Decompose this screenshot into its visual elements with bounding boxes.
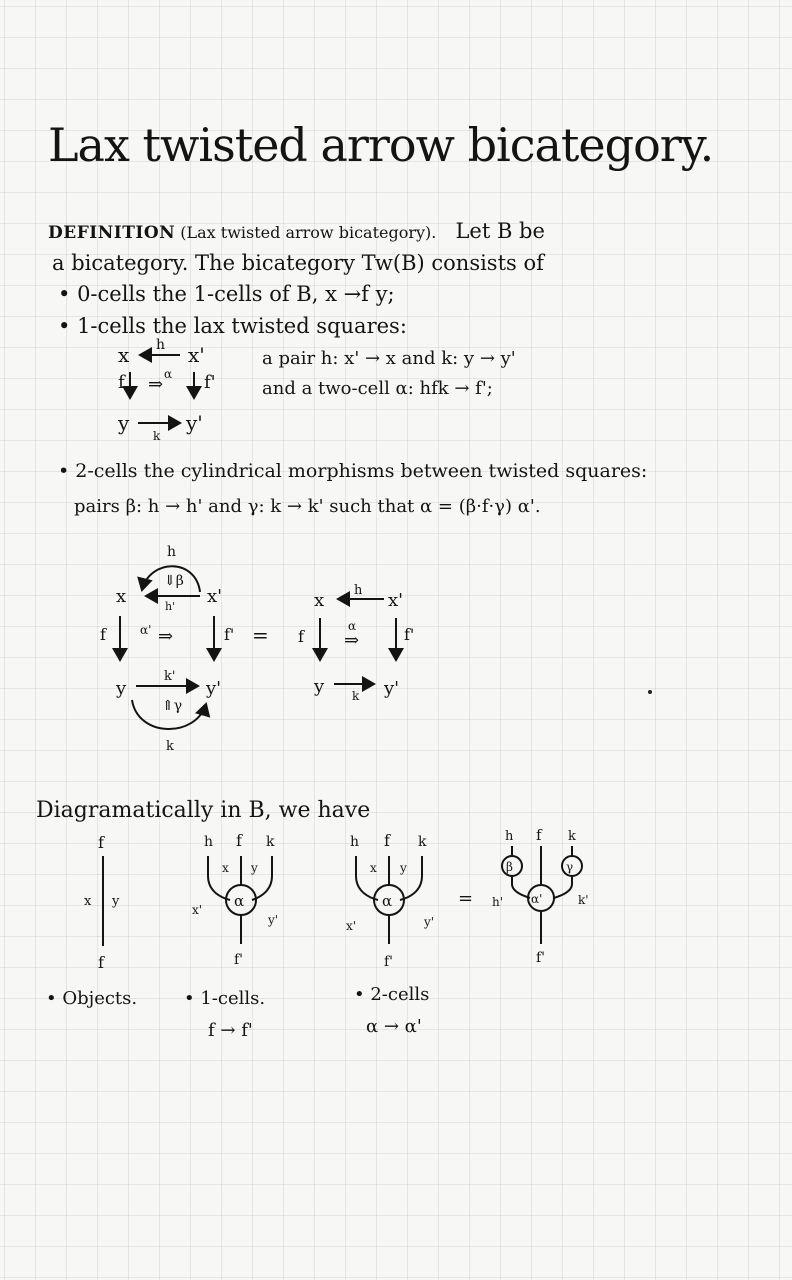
bullet-2cells: • 2-cells the cylindrical morphisms between twisted squares: — [58, 460, 648, 482]
square-yp: y' — [186, 411, 203, 435]
square-k: k — [153, 429, 161, 443]
cyl-beta: ⇓β — [164, 573, 184, 589]
bullet-0cells-text: 0-cells the 1-cells of B, x →f y; — [77, 282, 395, 306]
cyl-r-xp: x' — [388, 590, 404, 611]
c1-f: f — [236, 831, 242, 850]
c2-xp: x' — [346, 919, 357, 933]
cyl-fp: f' — [224, 625, 235, 644]
c3-kp-string — [554, 876, 572, 898]
cyl-r-fp: f' — [404, 625, 415, 644]
c2-f: f — [384, 831, 390, 850]
cyl-xp: x' — [207, 586, 223, 607]
square-xp: x' — [188, 343, 205, 367]
definition-paren: (Lax twisted arrow bicategory). — [180, 223, 437, 242]
definition-label: DEFINITION — [48, 223, 176, 243]
square-f: f — [118, 372, 125, 393]
bullet-1cells-text: 1-cells the lax twisted squares: — [77, 314, 407, 338]
obj-f-bottom: f — [98, 953, 104, 972]
twocell-text: and a two-cell α: hfk → f'; — [262, 378, 493, 399]
cyl-alphap: α' — [140, 623, 152, 637]
onecells-sub: f → f' — [208, 1020, 253, 1041]
c3-hp: h' — [492, 895, 504, 909]
c2-k: k — [418, 834, 427, 850]
c3-k: k — [568, 829, 576, 844]
twocells-sub: α → α' — [366, 1016, 422, 1037]
cyl-yp: y' — [206, 678, 222, 699]
cyl-equals: = — [252, 623, 269, 647]
square-x: x — [118, 343, 130, 367]
c1-fp: f' — [234, 952, 244, 968]
cyl-r-y: y — [314, 676, 325, 697]
cyl-r-h: h — [354, 583, 363, 598]
onecells-caption: • 1-cells. — [184, 988, 266, 1009]
c1-xp: x' — [192, 903, 203, 917]
cyl-gamma: ⇑γ — [162, 698, 183, 714]
cyl-f: f — [100, 625, 106, 644]
square-y: y — [118, 411, 130, 435]
c3-beta: β — [506, 860, 513, 874]
c3-alphap: α' — [531, 892, 543, 906]
cyl-x: x — [116, 586, 127, 607]
square-alpha: α — [164, 367, 173, 381]
cyl-arrow-2cell: ⇒ — [158, 626, 174, 647]
c2-y: y — [400, 861, 407, 875]
pairs-text: pairs β: h → h' and γ: k → k' such that α = (β·f·γ) α'. — [74, 496, 541, 517]
definition-let-b: Let B be — [455, 219, 545, 243]
square-h: h — [156, 337, 166, 353]
cyl-hp: h' — [165, 600, 176, 613]
c2-h: h — [350, 834, 360, 850]
objects-caption: • Objects. — [46, 988, 138, 1009]
square-fp: f' — [204, 372, 216, 393]
c2-x: x — [370, 861, 377, 875]
cyl-r-k: k — [352, 689, 360, 703]
c1-alpha: α — [234, 892, 245, 910]
cyl-r-x: x — [314, 590, 325, 611]
pair-text: a pair h: x' → x and k: y → y' — [262, 348, 516, 369]
c2-fp: f' — [384, 954, 394, 970]
cyl-kp: k' — [164, 669, 176, 684]
definition-line-2: a bicategory. The bicategory Tw(B) consists of — [52, 251, 544, 275]
c2-yp: y' — [424, 915, 435, 929]
cyl-y: y — [116, 678, 127, 699]
c2-equals: = — [458, 888, 474, 909]
page-title: Lax twisted arrow bicategory. — [48, 118, 714, 172]
c3-h: h — [505, 829, 514, 844]
c1-x: x — [222, 861, 229, 875]
c3-gamma: γ — [566, 860, 574, 874]
obj-y: y — [112, 894, 120, 909]
c1-y: y — [251, 861, 258, 875]
c3-kp: k' — [578, 893, 589, 907]
cyl-r-f: f — [298, 627, 304, 646]
c3-f: f — [536, 826, 542, 844]
c3-hp-string — [512, 876, 530, 898]
c2-alpha: α — [382, 892, 393, 910]
cyl-r-arrow-2cell: ⇒ — [344, 630, 360, 651]
c1-yp: y' — [268, 913, 279, 927]
obj-f-top: f — [98, 833, 104, 852]
cyl-k: k — [166, 739, 174, 754]
bullet-0cells: • 0-cells the 1-cells of B, x →f y; — [58, 282, 395, 306]
square-alpha-arrow: ⇒ — [148, 374, 164, 395]
bullet-2cells-text: 2-cells the cylindrical morphisms between twisted squares: — [75, 460, 648, 482]
obj-x: x — [84, 894, 92, 909]
c3-fp: f' — [536, 950, 546, 966]
cyl-r-yp: y' — [384, 678, 400, 699]
bullet-1cells: • 1-cells the lax twisted squares: — [58, 314, 407, 338]
twocells-caption: • 2-cells — [354, 984, 430, 1005]
c1-k: k — [266, 834, 275, 850]
cyl-h: h — [167, 544, 177, 560]
c1-h: h — [204, 834, 214, 850]
cyl-r-alpha: α — [348, 619, 357, 633]
diagrammatic-heading: Diagramatically in B, we have — [36, 798, 371, 823]
